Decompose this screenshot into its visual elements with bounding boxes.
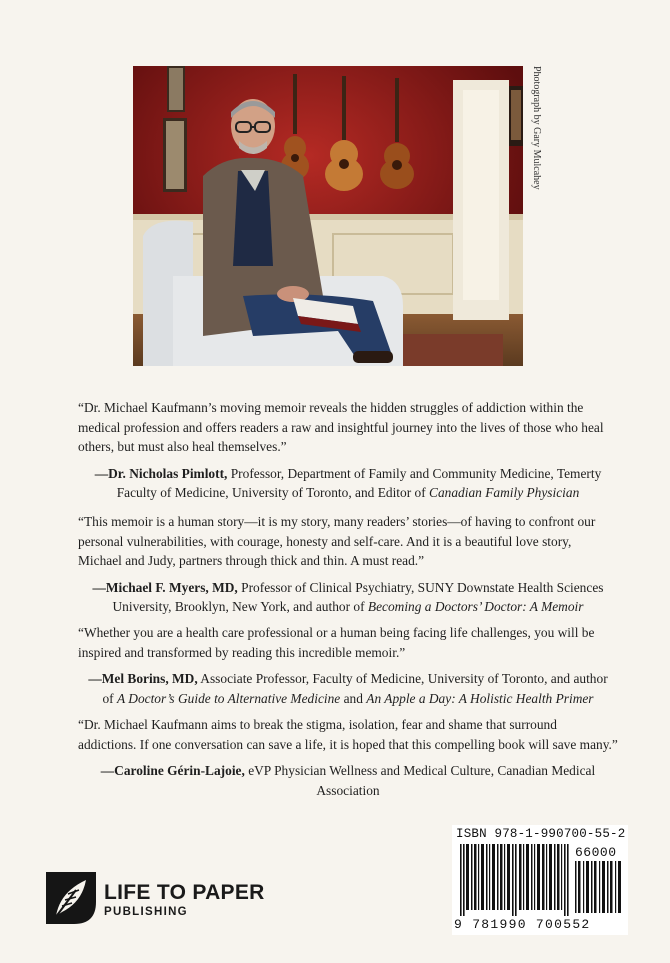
addon-barcode-bars: [575, 861, 623, 913]
publisher-subtitle: PUBLISHING: [104, 906, 188, 918]
review-1: [78, 398, 618, 503]
review-4: [78, 715, 618, 800]
photo-credit: Photograph by Gary Mulcahey: [531, 66, 542, 190]
reviewer-name: —Michael F. Myers, MD,: [92, 579, 238, 595]
reviewer-credentials: Associate Professor, Faculty of Medicine, University of Toronto, and author of: [102, 671, 608, 706]
isbn-number: ISBN 978-1-990700-55-2: [456, 827, 626, 841]
price-code: 66000: [575, 845, 617, 860]
author-photo: [133, 66, 523, 366]
review-quote: “Dr. Michael Kaufmann’s moving memoir reveals the hidden struggles of addiction within the medical profession and offers readers a raw and insightful journey into the lives of those who heal others, but must also heal themselves.”: [78, 400, 604, 454]
barcode-bars: [460, 844, 572, 916]
feather-quill-icon: [46, 872, 96, 924]
reviewer-work: Canadian Family Physician: [429, 485, 580, 500]
review-attribution: [78, 761, 618, 800]
publisher-logo: [46, 872, 286, 924]
reviewer-credentials: Professor, Department of Family and Community Medicine, Temerty Faculty of Medicine, University of Toronto, and Editor of: [116, 465, 602, 500]
reviewer-work: Becoming a Doctors’ Doctor: A Memoir: [367, 599, 584, 614]
review-attribution: [78, 578, 618, 617]
reviewer-credentials: Professor of Clinical Psychiatry, SUNY Downstate Health Sciences University, Brooklyn, New York, and author of: [112, 579, 604, 614]
reviewer-name: —Caroline Gérin-Lajoie,: [100, 763, 245, 778]
review-quote: “Dr. Michael Kaufmann aims to break the stigma, isolation, fear and shame that surround addictions. If one conversation can save a life, it is hoped that this compelling book will save many.”: [78, 717, 618, 752]
reviewer-work: An Apple a Day: A Holistic Health Primer: [366, 690, 594, 706]
reviewer-work: A Doctor’s Guide to Alternative Medicine: [116, 690, 341, 706]
review-2: [78, 512, 618, 617]
isbn-barcode: [452, 825, 628, 935]
reviewer-name: —Mel Borins, MD,: [88, 671, 198, 686]
review-quote: “Whether you are a health care professional or a human being facing life challenges, you will be inspired and transformed by reading this incredible memoir.”: [78, 625, 595, 660]
review-attribution: [78, 669, 618, 708]
reviewer-name: —Dr. Nicholas Pimlott,: [94, 465, 228, 481]
reviewer-credentials: eVP Physician Wellness and Medical Culture, Canadian Medical Association: [244, 763, 596, 798]
review-quote: “This memoir is a human story—it is my story, many readers’ stories—of having to confront our personal vulnerabilities, with courage, honesty and self-care. And it is a beautiful love story, Michael and Judy, partners through thick and thin. A must read.”: [78, 514, 596, 568]
ean-number: 9 781990 700552: [454, 917, 591, 932]
reviewer-joiner: and: [340, 690, 367, 706]
review-attribution: [78, 464, 618, 503]
publisher-name: LIFE TO PAPER: [104, 881, 265, 904]
review-3: [78, 623, 618, 708]
